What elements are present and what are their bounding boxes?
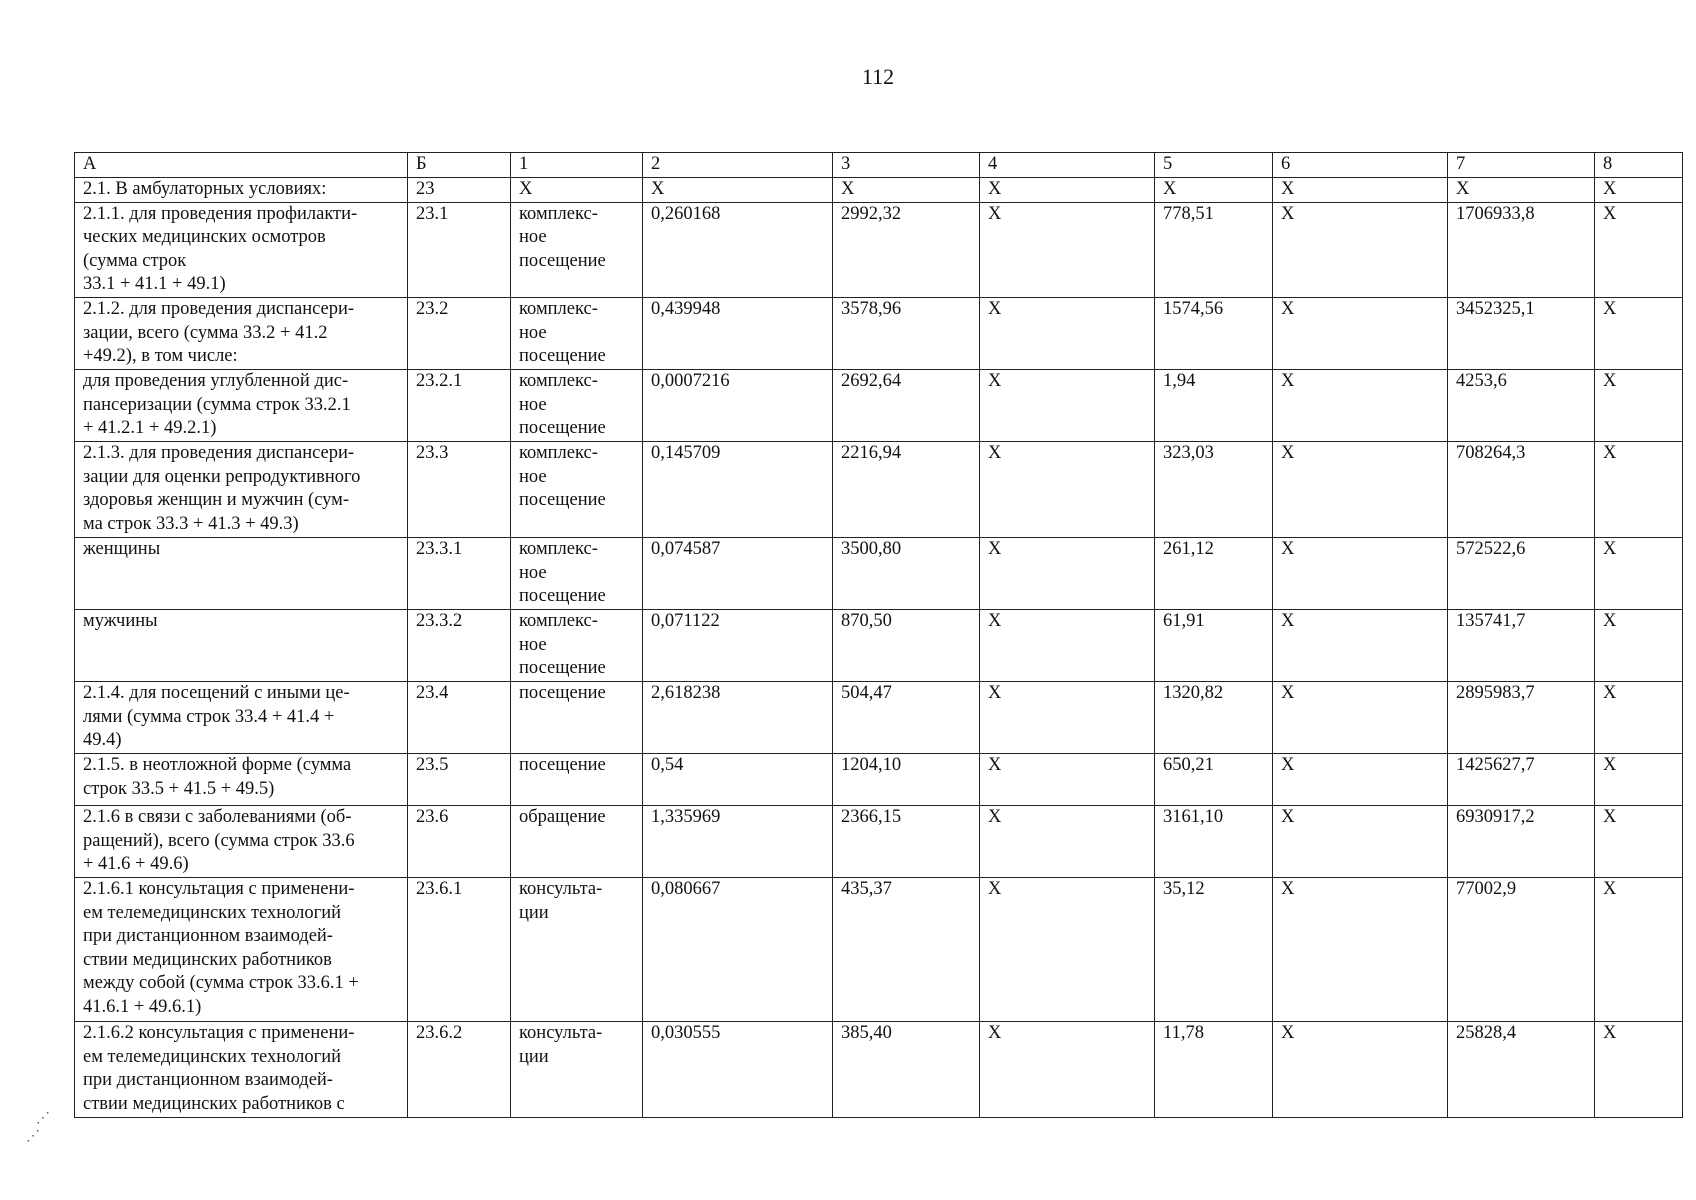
cell-per-capita: 778,51 — [1155, 202, 1273, 297]
cell-unit: X — [511, 178, 643, 203]
cell-per-capita: 61,91 — [1155, 609, 1273, 681]
table-row — [75, 753, 1683, 805]
data-table — [74, 152, 1683, 1118]
cell-col-6: X — [1273, 441, 1448, 537]
cell-col-8: X — [1595, 681, 1683, 753]
cell-volume-norm: 0,54 — [643, 753, 833, 805]
cell-volume-norm: 2,618238 — [643, 681, 833, 753]
cell-unit: комплекс- ное посещение — [511, 441, 643, 537]
cell-total-cost: 25828,4 — [1448, 1021, 1595, 1117]
cell-col-6: X — [1273, 609, 1448, 681]
table-row — [75, 681, 1683, 753]
cell-indicator-name: мужчины — [75, 609, 408, 681]
cell-row-code: 23.6.2 — [408, 1021, 511, 1117]
cell-volume-norm: 0,0007216 — [643, 369, 833, 441]
cell-total-cost: 1425627,7 — [1448, 753, 1595, 805]
cell-row-code: 23.5 — [408, 753, 511, 805]
cell-per-capita: 1320,82 — [1155, 681, 1273, 753]
cell-cost-norm: 2992,32 — [833, 202, 980, 297]
cell-total-cost: 135741,7 — [1448, 609, 1595, 681]
cell-cost-norm: X — [833, 178, 980, 203]
cell-col-8: X — [1595, 202, 1683, 297]
cell-cost-norm: 435,37 — [833, 877, 980, 1021]
table-body — [75, 178, 1683, 1118]
cell-unit: обращение — [511, 805, 643, 877]
cell-col-8: X — [1595, 297, 1683, 369]
cell-unit: комплекс- ное посещение — [511, 537, 643, 609]
cell-total-cost: 6930917,2 — [1448, 805, 1595, 877]
cell-col-8: X — [1595, 1021, 1683, 1117]
table-row — [75, 297, 1683, 369]
cell-col-8: X — [1595, 753, 1683, 805]
cell-indicator-name: для проведения углубленной дис- пансеризации (сумма строк 33.2.1 + 41.2.1 + 49.2.1) — [75, 369, 408, 441]
column-header: Б — [408, 153, 511, 178]
cell-total-cost: 572522,6 — [1448, 537, 1595, 609]
cell-row-code: 23.6.1 — [408, 877, 511, 1021]
cell-row-code: 23.6 — [408, 805, 511, 877]
cell-col-6: X — [1273, 369, 1448, 441]
cell-unit: посещение — [511, 753, 643, 805]
table-row — [75, 877, 1683, 1021]
cell-total-cost: 3452325,1 — [1448, 297, 1595, 369]
cell-col-8: X — [1595, 877, 1683, 1021]
column-header: 5 — [1155, 153, 1273, 178]
cell-col-4: X — [980, 178, 1155, 203]
cell-per-capita: 3161,10 — [1155, 805, 1273, 877]
cell-per-capita: 1,94 — [1155, 369, 1273, 441]
cell-row-code: 23.4 — [408, 681, 511, 753]
page-number: 112 — [861, 64, 895, 89]
cell-volume-norm: 0,080667 — [643, 877, 833, 1021]
cell-total-cost: 708264,3 — [1448, 441, 1595, 537]
cell-col-6: X — [1273, 1021, 1448, 1117]
table-row — [75, 441, 1683, 537]
cell-col-6: X — [1273, 805, 1448, 877]
table-row — [75, 202, 1683, 297]
cell-col-4: X — [980, 805, 1155, 877]
column-header: 1 — [511, 153, 643, 178]
cell-per-capita: 323,03 — [1155, 441, 1273, 537]
table-header-row — [75, 153, 1683, 178]
cell-indicator-name: 2.1.3. для проведения диспансери- зации для оценки репродуктивного здоровья женщин и мужчин (сум- ма строк 33.3 + 41.3 + 49.3) — [75, 441, 408, 537]
cell-total-cost: 77002,9 — [1448, 877, 1595, 1021]
cell-col-4: X — [980, 369, 1155, 441]
cell-volume-norm: 0,260168 — [643, 202, 833, 297]
cell-cost-norm: 3500,80 — [833, 537, 980, 609]
cell-unit: комплекс- ное посещение — [511, 369, 643, 441]
cell-total-cost: X — [1448, 178, 1595, 203]
cell-col-8: X — [1595, 805, 1683, 877]
cell-total-cost: 2895983,7 — [1448, 681, 1595, 753]
cell-cost-norm: 3578,96 — [833, 297, 980, 369]
column-header: 2 — [643, 153, 833, 178]
cell-volume-norm: 0,030555 — [643, 1021, 833, 1117]
cell-col-6: X — [1273, 877, 1448, 1021]
cell-col-4: X — [980, 681, 1155, 753]
cell-indicator-name: женщины — [75, 537, 408, 609]
cell-volume-norm: 0,439948 — [643, 297, 833, 369]
cell-col-6: X — [1273, 681, 1448, 753]
cell-per-capita: 261,12 — [1155, 537, 1273, 609]
cell-col-8: X — [1595, 537, 1683, 609]
cell-cost-norm: 2366,15 — [833, 805, 980, 877]
cell-indicator-name: 2.1.6 в связи с заболеваниями (об- ращений), всего (сумма строк 33.6 + 41.6 + 49.6) — [75, 805, 408, 877]
cell-col-6: X — [1273, 753, 1448, 805]
cell-row-code: 23.1 — [408, 202, 511, 297]
cell-cost-norm: 2216,94 — [833, 441, 980, 537]
cell-indicator-name: 2.1.6.2 консультация с применени- ем телемедицинских технологий при дистанционном взаимодей- ствии медицинских работников с — [75, 1021, 408, 1117]
cell-indicator-name: 2.1.4. для посещений с иными це- лями (сумма строк 33.4 + 41.4 + 49.4) — [75, 681, 408, 753]
cell-row-code: 23.2 — [408, 297, 511, 369]
scan-artifact: ⋰ — [26, 1129, 40, 1144]
cell-unit: комплекс- ное посещение — [511, 609, 643, 681]
column-header: А — [75, 153, 408, 178]
cell-col-8: X — [1595, 178, 1683, 203]
cell-per-capita: X — [1155, 178, 1273, 203]
cell-volume-norm: X — [643, 178, 833, 203]
cell-unit: посещение — [511, 681, 643, 753]
cell-unit: консульта- ции — [511, 1021, 643, 1117]
column-header: 4 — [980, 153, 1155, 178]
cell-per-capita: 35,12 — [1155, 877, 1273, 1021]
cell-col-4: X — [980, 537, 1155, 609]
cell-total-cost: 4253,6 — [1448, 369, 1595, 441]
cell-col-6: X — [1273, 178, 1448, 203]
table-row — [75, 609, 1683, 681]
cell-col-4: X — [980, 297, 1155, 369]
cell-col-8: X — [1595, 369, 1683, 441]
cell-row-code: 23.2.1 — [408, 369, 511, 441]
cell-col-8: X — [1595, 609, 1683, 681]
cell-cost-norm: 2692,64 — [833, 369, 980, 441]
cell-row-code: 23.3 — [408, 441, 511, 537]
column-header: 7 — [1448, 153, 1595, 178]
cell-volume-norm: 0,071122 — [643, 609, 833, 681]
cell-unit: комплекс- ное посещение — [511, 297, 643, 369]
cell-total-cost: 1706933,8 — [1448, 202, 1595, 297]
column-header: 3 — [833, 153, 980, 178]
table-row — [75, 537, 1683, 609]
cell-cost-norm: 870,50 — [833, 609, 980, 681]
cell-col-4: X — [980, 753, 1155, 805]
cell-cost-norm: 385,40 — [833, 1021, 980, 1117]
table-row — [75, 1021, 1683, 1117]
cell-unit: консульта- ции — [511, 877, 643, 1021]
cell-row-code: 23.3.1 — [408, 537, 511, 609]
cell-cost-norm: 1204,10 — [833, 753, 980, 805]
cell-col-6: X — [1273, 537, 1448, 609]
cell-per-capita: 11,78 — [1155, 1021, 1273, 1117]
cell-indicator-name: 2.1.5. в неотложной форме (сумма строк 33.5 + 41.5 + 49.5) — [75, 753, 408, 805]
cell-col-8: X — [1595, 441, 1683, 537]
cell-col-6: X — [1273, 297, 1448, 369]
cell-indicator-name: 2.1.6.1 консультация с применени- ем телемедицинских технологий при дистанционном взаимодей- ствии медицинских работников между собой (сумма строк 33.6.1 + 41.6.1 + 49.6.1) — [75, 877, 408, 1021]
cell-indicator-name: 2.1.1. для проведения профилакти- ческих медицинских осмотров (сумма строк 33.1 + 41.1 + 49.1) — [75, 202, 408, 297]
cell-col-4: X — [980, 609, 1155, 681]
cell-col-4: X — [980, 202, 1155, 297]
cell-indicator-name: 2.1.2. для проведения диспансери- зации, всего (сумма 33.2 + 41.2 +49.2), в том числе: — [75, 297, 408, 369]
cell-volume-norm: 0,074587 — [643, 537, 833, 609]
table-row — [75, 805, 1683, 877]
cell-cost-norm: 504,47 — [833, 681, 980, 753]
cell-col-4: X — [980, 441, 1155, 537]
cell-col-6: X — [1273, 202, 1448, 297]
cell-col-4: X — [980, 877, 1155, 1021]
column-header: 8 — [1595, 153, 1683, 178]
cell-indicator-name: 2.1. В амбулаторных условиях: — [75, 178, 408, 203]
table-row — [75, 178, 1683, 203]
table-row — [75, 369, 1683, 441]
cell-per-capita: 650,21 — [1155, 753, 1273, 805]
cell-row-code: 23 — [408, 178, 511, 203]
scan-artifact: ⋰ — [36, 1111, 50, 1126]
cell-row-code: 23.3.2 — [408, 609, 511, 681]
column-header: 6 — [1273, 153, 1448, 178]
cell-unit: комплекс- ное посещение — [511, 202, 643, 297]
cell-volume-norm: 0,145709 — [643, 441, 833, 537]
cell-per-capita: 1574,56 — [1155, 297, 1273, 369]
cell-volume-norm: 1,335969 — [643, 805, 833, 877]
cell-col-4: X — [980, 1021, 1155, 1117]
